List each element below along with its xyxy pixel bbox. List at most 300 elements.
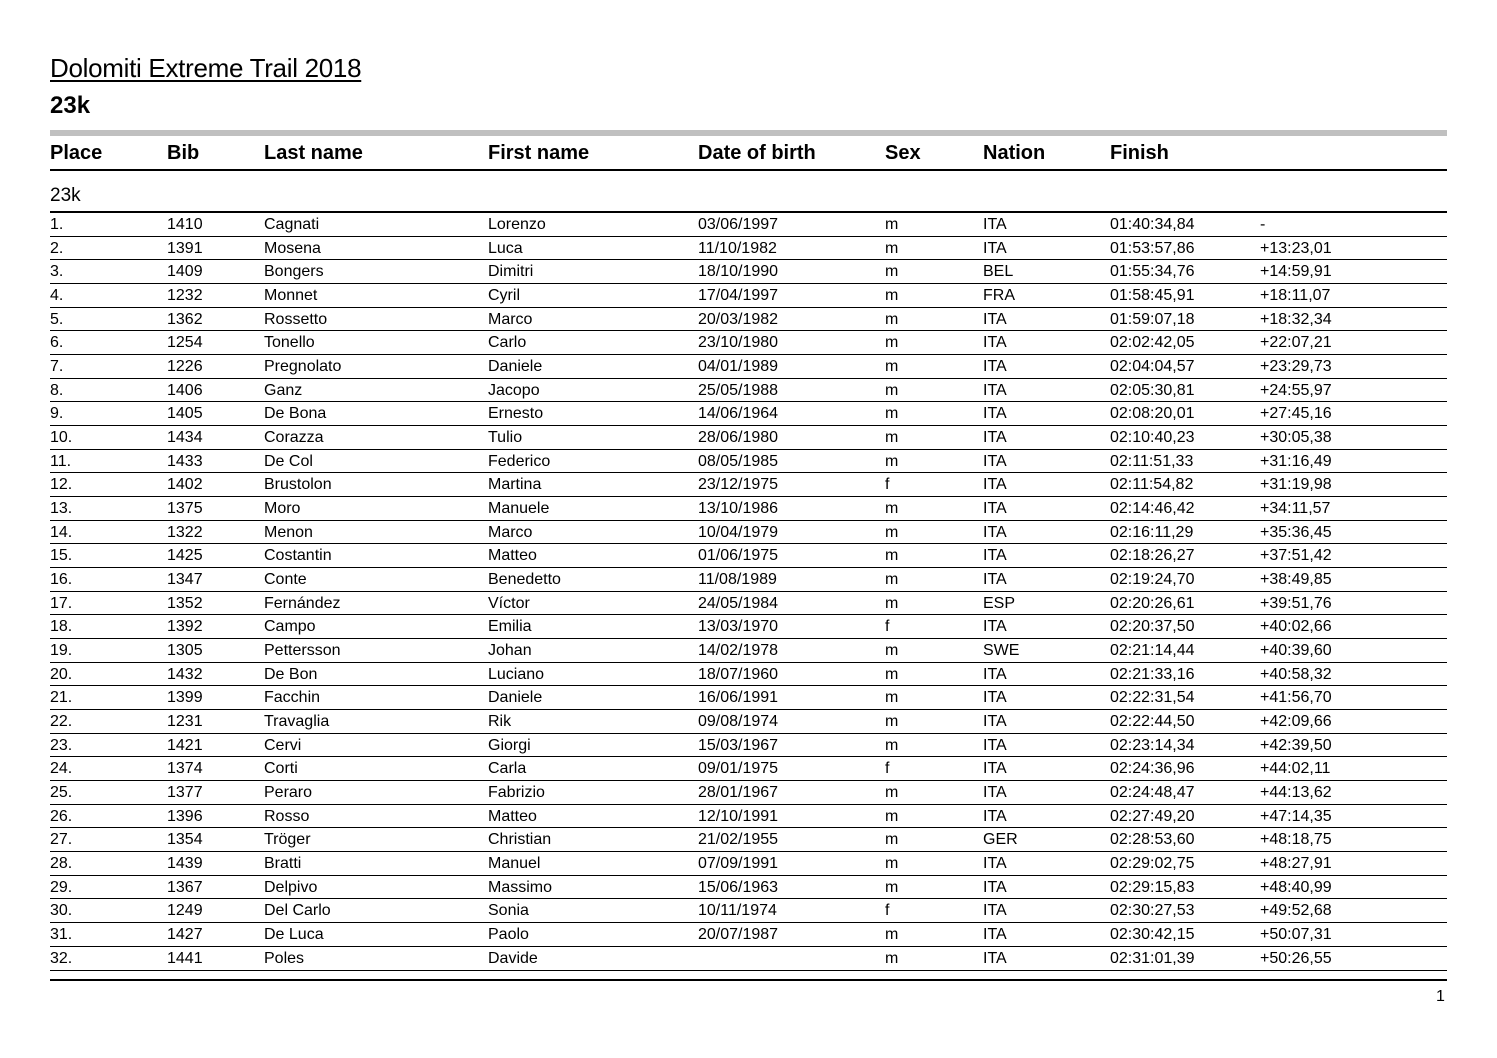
sex-cell: m	[885, 926, 899, 944]
finish-cell: 02:20:37,50	[1110, 618, 1195, 636]
nation-cell: SWE	[983, 642, 1020, 660]
bib-cell: 1375	[167, 500, 203, 518]
finish-cell: 02:04:04,57	[1110, 358, 1195, 376]
gap-cell: +40:39,60	[1260, 642, 1332, 660]
sex-cell: m	[885, 855, 899, 873]
last-name-cell: Tonello	[264, 334, 315, 352]
first-name-cell: Benedetto	[488, 571, 561, 589]
title-divider	[50, 130, 1447, 136]
last-name-cell: Del Carlo	[264, 902, 331, 920]
bib-cell: 1406	[167, 381, 203, 399]
gap-cell: +18:32,34	[1260, 310, 1332, 328]
header-bib: Bib	[167, 142, 200, 164]
sex-cell: m	[885, 334, 899, 352]
last-name-cell: Pregnolato	[264, 358, 342, 376]
table-row	[50, 497, 1447, 521]
nation-cell: ITA	[983, 452, 1007, 470]
header-nation: Nation	[983, 142, 1046, 164]
date-of-birth-cell: 28/06/1980	[698, 429, 779, 447]
finish-cell: 02:24:36,96	[1110, 760, 1195, 778]
gap-cell: +42:09,66	[1260, 713, 1332, 731]
first-name-cell: Daniele	[488, 689, 543, 707]
gap-cell: +18:11,07	[1260, 287, 1331, 305]
place-cell: 32.	[50, 949, 73, 967]
last-name-cell: Rossetto	[264, 310, 328, 328]
finish-cell: 02:20:26,61	[1110, 594, 1195, 612]
last-name-cell: Bratti	[264, 855, 302, 873]
first-name-cell: Fabrizio	[488, 784, 545, 802]
table-row	[50, 923, 1447, 947]
last-name-cell: De Col	[264, 452, 313, 470]
place-cell: 20.	[50, 665, 73, 683]
first-name-cell: Cyril	[488, 287, 520, 305]
place-cell: 3.	[50, 263, 64, 281]
date-of-birth-cell: 10/04/1979	[698, 523, 779, 541]
last-name-cell: Monnet	[264, 287, 318, 305]
place-cell: 12.	[50, 476, 73, 494]
bib-cell: 1432	[167, 665, 203, 683]
finish-cell: 02:10:40,23	[1110, 429, 1195, 447]
last-name-cell: Rosso	[264, 807, 310, 825]
bib-cell: 1249	[167, 902, 203, 920]
finish-cell: 02:30:42,15	[1110, 926, 1195, 944]
date-of-birth-cell: 15/06/1963	[698, 878, 779, 896]
table-row	[50, 852, 1447, 876]
first-name-cell: Davide	[488, 949, 538, 967]
date-of-birth-cell: 08/05/1985	[698, 452, 779, 470]
gap-cell: +22:07,21	[1260, 334, 1332, 352]
bib-cell: 1362	[167, 310, 203, 328]
date-of-birth-cell: 23/12/1975	[698, 476, 779, 494]
finish-cell: 02:23:14,34	[1110, 736, 1195, 754]
bib-cell: 1405	[167, 405, 203, 423]
last-name-cell: Brustolon	[264, 476, 332, 494]
place-cell: 28.	[50, 855, 73, 873]
sex-cell: m	[885, 429, 899, 447]
gap-cell: +40:58,32	[1260, 665, 1332, 683]
sex-cell: m	[885, 287, 899, 305]
place-cell: 7.	[50, 358, 64, 376]
finish-cell: 02:02:42,05	[1110, 334, 1195, 352]
nation-cell: ITA	[983, 476, 1007, 494]
nation-cell: ITA	[983, 902, 1007, 920]
date-of-birth-cell: 10/11/1974	[698, 902, 777, 920]
first-name-cell: Matteo	[488, 547, 537, 565]
sex-cell: m	[885, 547, 899, 565]
first-name-cell: Luca	[488, 239, 523, 257]
date-of-birth-cell: 01/06/1975	[698, 547, 779, 565]
sex-cell: m	[885, 263, 899, 281]
date-of-birth-cell: 14/06/1964	[698, 405, 779, 423]
sex-cell: m	[885, 642, 899, 660]
sex-cell: m	[885, 665, 899, 683]
sex-cell: f	[885, 476, 890, 494]
sex-cell: m	[885, 405, 899, 423]
document-subtitle: 23k	[50, 92, 91, 119]
date-of-birth-cell: 09/01/1975	[698, 760, 779, 778]
date-of-birth-cell: 25/05/1988	[698, 381, 779, 399]
gap-cell: +48:40,99	[1260, 878, 1332, 896]
table-row	[50, 710, 1447, 734]
table-row	[50, 355, 1447, 379]
gap-cell: +39:51,76	[1260, 594, 1332, 612]
date-of-birth-cell: 12/10/1991	[698, 807, 779, 825]
nation-cell: ITA	[983, 760, 1007, 778]
bib-cell: 1410	[167, 216, 203, 233]
table-row	[50, 876, 1447, 900]
bib-cell: 1352	[167, 594, 203, 612]
group-label: 23k	[50, 185, 81, 206]
gap-cell: -	[1260, 216, 1266, 233]
last-name-cell: Ganz	[264, 381, 303, 399]
table-row	[50, 544, 1447, 568]
nation-cell: ITA	[983, 405, 1007, 423]
first-name-cell: Ernesto	[488, 405, 544, 423]
nation-cell: ITA	[983, 547, 1007, 565]
nation-cell: ITA	[983, 310, 1007, 328]
table-row	[50, 260, 1447, 284]
sex-cell: f	[885, 618, 890, 636]
date-of-birth-cell: 13/03/1970	[698, 618, 779, 636]
finish-cell: 02:22:31,54	[1110, 689, 1195, 707]
table-row	[50, 663, 1447, 687]
last-name-cell: Facchin	[264, 689, 321, 707]
place-cell: 14.	[50, 523, 73, 541]
sex-cell: m	[885, 310, 899, 328]
finish-cell: 02:14:46,42	[1110, 500, 1195, 518]
place-cell: 2.	[50, 239, 64, 257]
first-name-cell: Johan	[488, 642, 532, 660]
header-finish: Finish	[1110, 142, 1169, 164]
place-cell: 8.	[50, 381, 64, 399]
date-of-birth-cell: 24/05/1984	[698, 594, 779, 612]
date-of-birth-cell: 15/03/1967	[698, 736, 779, 754]
first-name-cell: Federico	[488, 452, 551, 470]
sex-cell: m	[885, 239, 899, 257]
date-of-birth-cell: 13/10/1986	[698, 500, 779, 518]
sex-cell: m	[885, 523, 899, 541]
first-name-cell: Paolo	[488, 926, 529, 944]
gap-cell: +24:55,97	[1260, 381, 1332, 399]
table-row	[50, 947, 1447, 971]
nation-cell: ITA	[983, 618, 1007, 636]
nation-cell: ITA	[983, 239, 1007, 257]
last-name-cell: Corti	[264, 760, 298, 778]
nation-cell: ESP	[983, 594, 1016, 612]
last-name-cell: Bongers	[264, 263, 324, 281]
nation-cell: FRA	[983, 287, 1015, 305]
bib-cell: 1354	[167, 831, 203, 849]
bib-cell: 1402	[167, 476, 203, 494]
last-name-cell: Delpivo	[264, 878, 318, 896]
last-name-cell: Menon	[264, 523, 313, 541]
place-cell: 4.	[50, 287, 64, 305]
place-cell: 21.	[50, 689, 73, 707]
table-row	[50, 639, 1447, 663]
header-first-name: First name	[488, 142, 590, 164]
first-name-cell: Marco	[488, 523, 533, 541]
date-of-birth-cell: 16/06/1991	[698, 689, 779, 707]
finish-cell: 02:05:30,81	[1110, 381, 1195, 399]
place-cell: 25.	[50, 784, 73, 802]
first-name-cell: Emilia	[488, 618, 532, 636]
date-of-birth-cell: 11/08/1989	[698, 571, 777, 589]
first-name-cell: Christian	[488, 831, 552, 849]
gap-cell: +41:56,70	[1260, 689, 1332, 707]
sex-cell: m	[885, 713, 899, 731]
nation-cell: ITA	[983, 429, 1007, 447]
gap-cell: +31:19,98	[1260, 476, 1332, 494]
gap-cell: +48:27,91	[1260, 855, 1332, 873]
last-name-cell: Campo	[264, 618, 316, 636]
bib-cell: 1232	[167, 287, 203, 305]
bib-cell: 1439	[167, 855, 203, 873]
table-row	[50, 213, 1447, 237]
gap-cell: +48:18,75	[1260, 831, 1332, 849]
sex-cell: m	[885, 689, 899, 707]
table-row	[50, 828, 1447, 852]
date-of-birth-cell: 18/10/1990	[698, 263, 779, 281]
last-name-cell: Mosena	[264, 239, 321, 257]
first-name-cell: Tulio	[488, 429, 523, 447]
bib-cell: 1399	[167, 689, 203, 707]
first-name-cell: Sonia	[488, 902, 529, 920]
nation-cell: ITA	[983, 216, 1007, 233]
nation-cell: ITA	[983, 334, 1007, 352]
gap-cell: +42:39,50	[1260, 736, 1332, 754]
last-name-cell: Tröger	[264, 831, 311, 849]
place-cell: 31.	[50, 926, 73, 944]
header-last-name: Last name	[264, 142, 363, 164]
results-table	[50, 213, 1447, 971]
nation-cell: ITA	[983, 878, 1007, 896]
nation-cell: ITA	[983, 807, 1007, 825]
table-row	[50, 402, 1447, 426]
gap-cell: +37:51,42	[1260, 547, 1332, 565]
date-of-birth-cell: 07/09/1991	[698, 855, 779, 873]
sex-cell: m	[885, 500, 899, 518]
place-cell: 13.	[50, 500, 73, 518]
date-of-birth-cell: 20/03/1982	[698, 310, 779, 328]
last-name-cell: De Bon	[264, 665, 318, 683]
gap-cell: +47:14,35	[1260, 807, 1332, 825]
sex-cell: m	[885, 452, 899, 470]
date-of-birth-cell: 17/04/1997	[698, 287, 779, 305]
first-name-cell: Marco	[488, 310, 533, 328]
place-cell: 16.	[50, 571, 73, 589]
first-name-cell: Jacopo	[488, 381, 540, 399]
table-row	[50, 331, 1447, 355]
place-cell: 1.	[50, 216, 64, 233]
date-of-birth-cell: 11/10/1982	[698, 239, 777, 257]
first-name-cell: Rik	[488, 713, 512, 731]
place-cell: 17.	[50, 594, 73, 612]
table-row	[50, 473, 1447, 497]
sex-cell: f	[885, 902, 890, 920]
date-of-birth-cell: 23/10/1980	[698, 334, 779, 352]
finish-cell: 02:19:24,70	[1110, 571, 1195, 589]
place-cell: 6.	[50, 334, 64, 352]
gap-cell: +50:07,31	[1260, 926, 1332, 944]
first-name-cell: Víctor	[488, 594, 530, 612]
sex-cell: m	[885, 784, 899, 802]
bib-cell: 1391	[167, 239, 203, 257]
last-name-cell: Peraro	[264, 784, 313, 802]
last-name-cell: Costantin	[264, 547, 332, 565]
place-cell: 10.	[50, 429, 73, 447]
finish-cell: 02:22:44,50	[1110, 713, 1195, 731]
nation-cell: ITA	[983, 949, 1007, 967]
nation-cell: ITA	[983, 926, 1007, 944]
nation-cell: ITA	[983, 665, 1007, 683]
sex-cell: m	[885, 216, 899, 233]
finish-cell: 02:24:48,47	[1110, 784, 1195, 802]
bib-cell: 1322	[167, 523, 203, 541]
header-place: Place	[50, 142, 103, 164]
table-row	[50, 568, 1447, 592]
place-cell: 19.	[50, 642, 73, 660]
gap-cell: +30:05,38	[1260, 429, 1332, 447]
finish-cell: 02:29:15,83	[1110, 878, 1195, 896]
sex-cell: m	[885, 594, 899, 612]
finish-cell: 02:27:49,20	[1110, 807, 1195, 825]
nation-cell: ITA	[983, 381, 1007, 399]
finish-cell: 02:29:02,75	[1110, 855, 1195, 873]
date-of-birth-cell: 14/02/1978	[698, 642, 779, 660]
last-name-cell: De Bona	[264, 405, 327, 423]
bib-cell: 1441	[167, 949, 203, 967]
sex-cell: m	[885, 571, 899, 589]
bib-cell: 1421	[167, 736, 203, 754]
place-cell: 18.	[50, 618, 73, 636]
sex-cell: m	[885, 831, 899, 849]
table-bottom-line	[50, 979, 1447, 981]
bib-cell: 1377	[167, 784, 203, 802]
table-row	[50, 450, 1447, 474]
nation-cell: ITA	[983, 855, 1007, 873]
bib-cell: 1254	[167, 334, 203, 352]
place-cell: 29.	[50, 878, 73, 896]
gap-cell: +14:59,91	[1260, 263, 1332, 281]
bib-cell: 1434	[167, 429, 203, 447]
table-row	[50, 592, 1447, 616]
page-number: 1	[1436, 988, 1445, 1005]
place-cell: 23.	[50, 736, 73, 754]
table-row	[50, 757, 1447, 781]
finish-cell: 02:11:54,82	[1110, 476, 1194, 494]
first-name-cell: Carlo	[488, 334, 527, 352]
nation-cell: ITA	[983, 571, 1007, 589]
last-name-cell: De Luca	[264, 926, 324, 944]
last-name-cell: Cagnati	[264, 216, 320, 233]
finish-cell: 01:59:07,18	[1110, 310, 1195, 328]
finish-cell: 01:55:34,76	[1110, 263, 1195, 281]
first-name-cell: Lorenzo	[488, 216, 546, 233]
nation-cell: GER	[983, 831, 1018, 849]
table-row	[50, 686, 1447, 710]
gap-cell: +35:36,45	[1260, 523, 1332, 541]
last-name-cell: Poles	[264, 949, 305, 967]
sex-cell: m	[885, 807, 899, 825]
sex-cell: m	[885, 736, 899, 754]
bib-cell: 1347	[167, 571, 203, 589]
date-of-birth-cell: 18/07/1960	[698, 665, 779, 683]
header-underline	[50, 169, 1447, 171]
gap-cell: +40:02,66	[1260, 618, 1332, 636]
place-cell: 11.	[50, 452, 72, 470]
last-name-cell: Moro	[264, 500, 301, 518]
last-name-cell: Cervi	[264, 736, 302, 754]
nation-cell: ITA	[983, 358, 1007, 376]
nation-cell: ITA	[983, 689, 1007, 707]
sex-cell: f	[885, 760, 890, 778]
first-name-cell: Dimitri	[488, 263, 534, 281]
table-row	[50, 284, 1447, 308]
finish-cell: 02:18:26,27	[1110, 547, 1195, 565]
bib-cell: 1231	[167, 713, 203, 731]
place-cell: 30.	[50, 902, 73, 920]
first-name-cell: Luciano	[488, 665, 545, 683]
sex-cell: m	[885, 878, 899, 896]
place-cell: 26.	[50, 807, 73, 825]
first-name-cell: Matteo	[488, 807, 537, 825]
table-row	[50, 805, 1447, 829]
gap-cell: +27:45,16	[1260, 405, 1332, 423]
bib-cell: 1226	[167, 358, 203, 376]
last-name-cell: Corazza	[264, 429, 324, 447]
date-of-birth-cell: 20/07/1987	[698, 926, 779, 944]
first-name-cell: Manuel	[488, 855, 541, 873]
table-row	[50, 308, 1447, 332]
nation-cell: ITA	[983, 713, 1007, 731]
place-cell: 15.	[50, 547, 73, 565]
place-cell: 5.	[50, 310, 64, 328]
bib-cell: 1433	[167, 452, 203, 470]
bib-cell: 1427	[167, 926, 203, 944]
last-name-cell: Fernández	[264, 594, 341, 612]
gap-cell: +23:29,73	[1260, 358, 1332, 376]
table-row	[50, 521, 1447, 545]
date-of-birth-cell: 04/01/1989	[698, 358, 779, 376]
finish-cell: 01:53:57,86	[1110, 239, 1195, 257]
gap-cell: +44:13,62	[1260, 784, 1332, 802]
date-of-birth-cell: 21/02/1955	[698, 831, 779, 849]
first-name-cell: Daniele	[488, 358, 543, 376]
finish-cell: 02:21:14,44	[1110, 642, 1195, 660]
finish-cell: 02:16:11,29	[1110, 523, 1194, 541]
nation-cell: ITA	[983, 523, 1007, 541]
last-name-cell: Conte	[264, 571, 307, 589]
gap-cell: +38:49,85	[1260, 571, 1332, 589]
bib-cell: 1392	[167, 618, 203, 636]
last-name-cell: Pettersson	[264, 642, 341, 660]
finish-cell: 02:28:53,60	[1110, 831, 1195, 849]
place-cell: 27.	[50, 831, 73, 849]
nation-cell: ITA	[983, 500, 1007, 518]
document-title: Dolomiti Extreme Trail 2018	[50, 53, 362, 83]
bib-cell: 1367	[167, 878, 203, 896]
sex-cell: m	[885, 949, 899, 967]
table-row	[50, 734, 1447, 758]
finish-cell: 02:21:33,16	[1110, 665, 1195, 683]
gap-cell: +44:02,11	[1260, 760, 1331, 778]
first-name-cell: Giorgi	[488, 736, 531, 754]
gap-cell: +50:26,55	[1260, 949, 1332, 967]
date-of-birth-cell: 03/06/1997	[698, 216, 779, 233]
sex-cell: m	[885, 381, 899, 399]
header-sex: Sex	[885, 142, 921, 164]
place-cell: 9.	[50, 405, 64, 423]
